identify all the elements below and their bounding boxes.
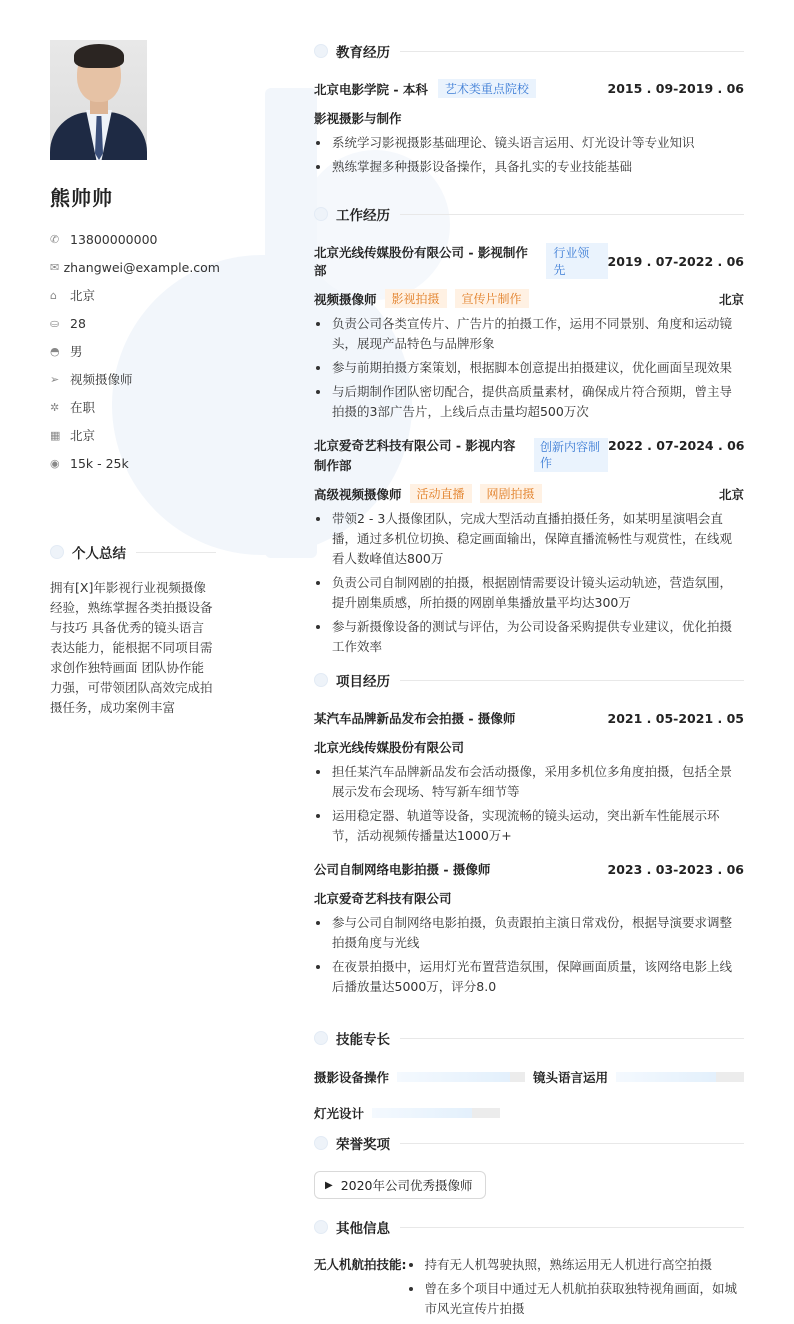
contact-text: zhangwei@example.com (63, 259, 220, 275)
contact-item (50, 225, 220, 253)
section-title: 教育经历 (336, 45, 390, 61)
list-item: 在夜景拍摄中，运用灯光布置营造氛围，保障画面质量，该网络电影上线后播放量达5000万，评分8.0 (314, 957, 744, 997)
skill-name: 灯光设计 (314, 1106, 365, 1121)
section-dot-icon (314, 1136, 328, 1150)
award-item[interactable] (314, 1171, 486, 1199)
company-tag: 行业领先 (546, 243, 607, 279)
list-item: 系统学习影视摄影基础理论、镜头语言运用、灯光设计等专业知识 (314, 133, 744, 153)
contact-item (50, 449, 220, 477)
job-city: 北京 (718, 291, 744, 307)
job-role: 视频摄像师 (314, 291, 377, 307)
project-date: 2023 . 03-2023 . 06 (607, 861, 744, 877)
job-date: 2022 . 07-2024 . 06 (608, 438, 745, 453)
skill-tag: 活动直播 (410, 484, 472, 503)
education-section (314, 41, 744, 177)
project-bullets (314, 762, 744, 846)
divider (400, 1143, 744, 1144)
job-role-row (314, 484, 744, 503)
contact-text: 男 (70, 344, 83, 359)
contact-text: 13800000000 (70, 231, 158, 247)
project-header (314, 860, 744, 878)
contact-item (50, 365, 220, 393)
list-item: 带领2 - 3人摄像团队，完成大型活动直播拍摄任务，如某明星演唱会直播，通过多机位切换、稳定画面输出，保障直播流畅性与观赏性，在线观看人数峰值达800万 (314, 509, 744, 569)
job-header (314, 243, 744, 279)
job-city: 北京 (718, 486, 744, 502)
summary-text: 拥有[X]年影视行业视频摄像经验，熟练掌握各类拍摄设备与技巧 具备优秀的镜头语言表达能力，能根据不同项目需求创作独特画面 团队协作能力强，可带领团队高效完成拍摄任务，成功案例丰富 (50, 580, 213, 715)
skill-level-fill (616, 1072, 716, 1082)
contact-item (50, 309, 220, 337)
status-icon: ✲ (50, 400, 60, 414)
skill-item (533, 1068, 744, 1086)
skill-name: 摄影设备操作 (314, 1070, 390, 1085)
section-title: 工作经历 (336, 208, 390, 224)
section-title: 个人总结 (72, 546, 126, 562)
phone-icon: ✆ (50, 232, 60, 246)
skill-name: 镜头语言运用 (532, 1070, 608, 1085)
section-heading (314, 204, 744, 224)
section-dot-icon (314, 44, 328, 58)
award-label: 2020年公司优秀摄像师 (340, 1178, 473, 1193)
gender-icon: ◓ (50, 344, 60, 358)
skill-level-bar (372, 1108, 500, 1118)
section-heading (314, 41, 744, 61)
project-name: 某汽车品牌新品发布会拍摄 - 摄像师 (314, 711, 516, 726)
contact-text: 视频摄像师 (70, 372, 133, 387)
list-item: 担任某汽车品牌新品发布会活动摄像，采用多机位多角度拍摄，包括全景展示发布会现场、特写新车细节等 (314, 762, 744, 802)
project-org: 北京爱奇艺科技有限公司 (314, 891, 452, 906)
section-dot-icon (314, 1031, 328, 1045)
section-dot-icon (50, 545, 64, 559)
contact-item (50, 281, 220, 309)
school-name: 北京电影学院 - 本科 (314, 81, 428, 97)
project-name: 公司自制网络电影拍摄 - 摄像师 (314, 862, 491, 877)
project-date: 2021 . 05-2021 . 05 (607, 710, 744, 726)
section-title: 项目经历 (336, 674, 390, 690)
contact-item (50, 421, 220, 449)
person-name: 熊帅帅 (50, 186, 113, 210)
skill-level-bar (397, 1072, 525, 1082)
section-title: 荣誉奖项 (336, 1137, 390, 1153)
education-date: 2015 . 09-2019 . 06 (607, 81, 744, 96)
divider (400, 214, 744, 215)
section-heading (314, 1028, 744, 1048)
section-heading (314, 670, 744, 690)
divider (136, 552, 216, 553)
education-bullets (314, 133, 744, 177)
section-dot-icon (314, 207, 328, 221)
job-role: 高级视频摄像师 (314, 486, 402, 502)
section-title: 技能专长 (336, 1032, 390, 1048)
list-item: 负责公司各类宣传片、广告片的拍摄工作，运用不同景别、角度和运动镜头，展现产品特色与品牌形象 (314, 314, 744, 354)
skill-level-fill (372, 1108, 472, 1118)
section-heading (314, 1133, 744, 1153)
play-icon: ▶ (325, 1179, 333, 1191)
list-item: 熟练掌握多种摄影设备操作，具备扎实的专业技能基础 (314, 157, 744, 177)
projects-section (314, 670, 744, 997)
contact-item (50, 337, 220, 365)
section-title: 其他信息 (336, 1221, 390, 1237)
list-item: 参与前期拍摄方案策划，根据脚本创意提出拍摄建议，优化画面呈现效果 (314, 358, 744, 378)
company-name: 北京光线传媒股份有限公司 - 影视制作部 (314, 245, 528, 278)
skill-tag: 宣传片制作 (455, 289, 529, 308)
skill-level-fill (397, 1072, 510, 1082)
major: 影视摄影与制作 (314, 111, 402, 126)
skill-tag: 影视拍摄 (385, 289, 447, 308)
awards-section (314, 1133, 744, 1199)
sidebar (50, 40, 220, 477)
contact-item (50, 393, 220, 421)
send-icon: ➢ (50, 372, 60, 386)
list-item: 持有无人机驾驶执照，熟练运用无人机进行高空拍摄 (407, 1255, 745, 1275)
contact-info-list (50, 225, 220, 477)
section-heading (314, 1217, 744, 1237)
list-item: 运用稳定器、轨道等设备，实现流畅的镜头运动，突出新车性能展示环节，活动视频传播量达1000万+ (314, 806, 744, 846)
avatar (50, 40, 147, 160)
skill-tag: 网剧拍摄 (480, 484, 542, 503)
list-item: 参与新摄像设备的测试与评估，为公司设备采购提供专业建议，优化拍摄工作效率 (314, 617, 744, 657)
skill-level-bar (616, 1072, 744, 1082)
school-tag: 艺术类重点院校 (438, 79, 536, 98)
contact-text: 15k - 25k (70, 455, 129, 471)
list-item: 参与公司自制网络电影拍摄，负责跟拍主演日常戏份，根据导演要求调整拍摄角度与光线 (314, 913, 744, 953)
skill-item (314, 1104, 500, 1122)
divider (400, 51, 744, 52)
age-icon: ⛀ (50, 316, 60, 330)
contact-text: 北京 (70, 288, 96, 303)
contact-text: 北京 (70, 428, 96, 443)
watermark-shape (265, 88, 317, 558)
building-icon: ▦ (50, 428, 61, 442)
other-label: 无人机航拍技能: (314, 1257, 407, 1272)
skill-item (314, 1068, 533, 1086)
divider (400, 1038, 744, 1039)
section-dot-icon (314, 1220, 328, 1234)
list-item: 负责公司自制网剧的拍摄，根据剧情需要设计镜头运动轨迹，营造氛围，提升剧集质感，所拍摄的网剧单集播放量平均达300万 (314, 573, 744, 613)
job-bullets (314, 509, 744, 657)
company-tag: 创新内容制作 (534, 438, 608, 472)
other-section (314, 1217, 744, 1319)
contact-item (50, 253, 220, 281)
divider (400, 680, 744, 681)
home-icon: ⌂ (50, 288, 57, 302)
section-dot-icon (314, 673, 328, 687)
work-section (314, 204, 744, 657)
job-date: 2019 . 07-2022 . 06 (607, 253, 744, 269)
summary-heading (50, 542, 216, 562)
project-header (314, 709, 744, 727)
job-header (314, 436, 744, 476)
skills-section (314, 1028, 744, 1122)
divider (400, 1227, 744, 1228)
project-org: 北京光线传媒股份有限公司 (314, 740, 465, 755)
job-role-row (314, 289, 744, 308)
list-item: 曾在多个项目中通过无人机航拍获取独特视角画面，如城市风光宣传片拍摄 (407, 1279, 745, 1319)
contact-text: 在职 (70, 400, 96, 415)
list-item: 与后期制作团队密切配合，提供高质量素材，确保成片符合预期，曾主导拍摄的3部广告片，上线后点击量均超500万次 (314, 382, 744, 422)
contact-text: 28 (70, 315, 86, 331)
other-bullets (407, 1251, 745, 1319)
project-bullets (314, 913, 744, 997)
salary-icon: ◉ (50, 456, 60, 470)
mail-icon: ✉ (50, 260, 60, 274)
job-bullets (314, 314, 744, 422)
company-name: 北京爱奇艺科技有限公司 - 影视内容制作部 (314, 438, 516, 473)
